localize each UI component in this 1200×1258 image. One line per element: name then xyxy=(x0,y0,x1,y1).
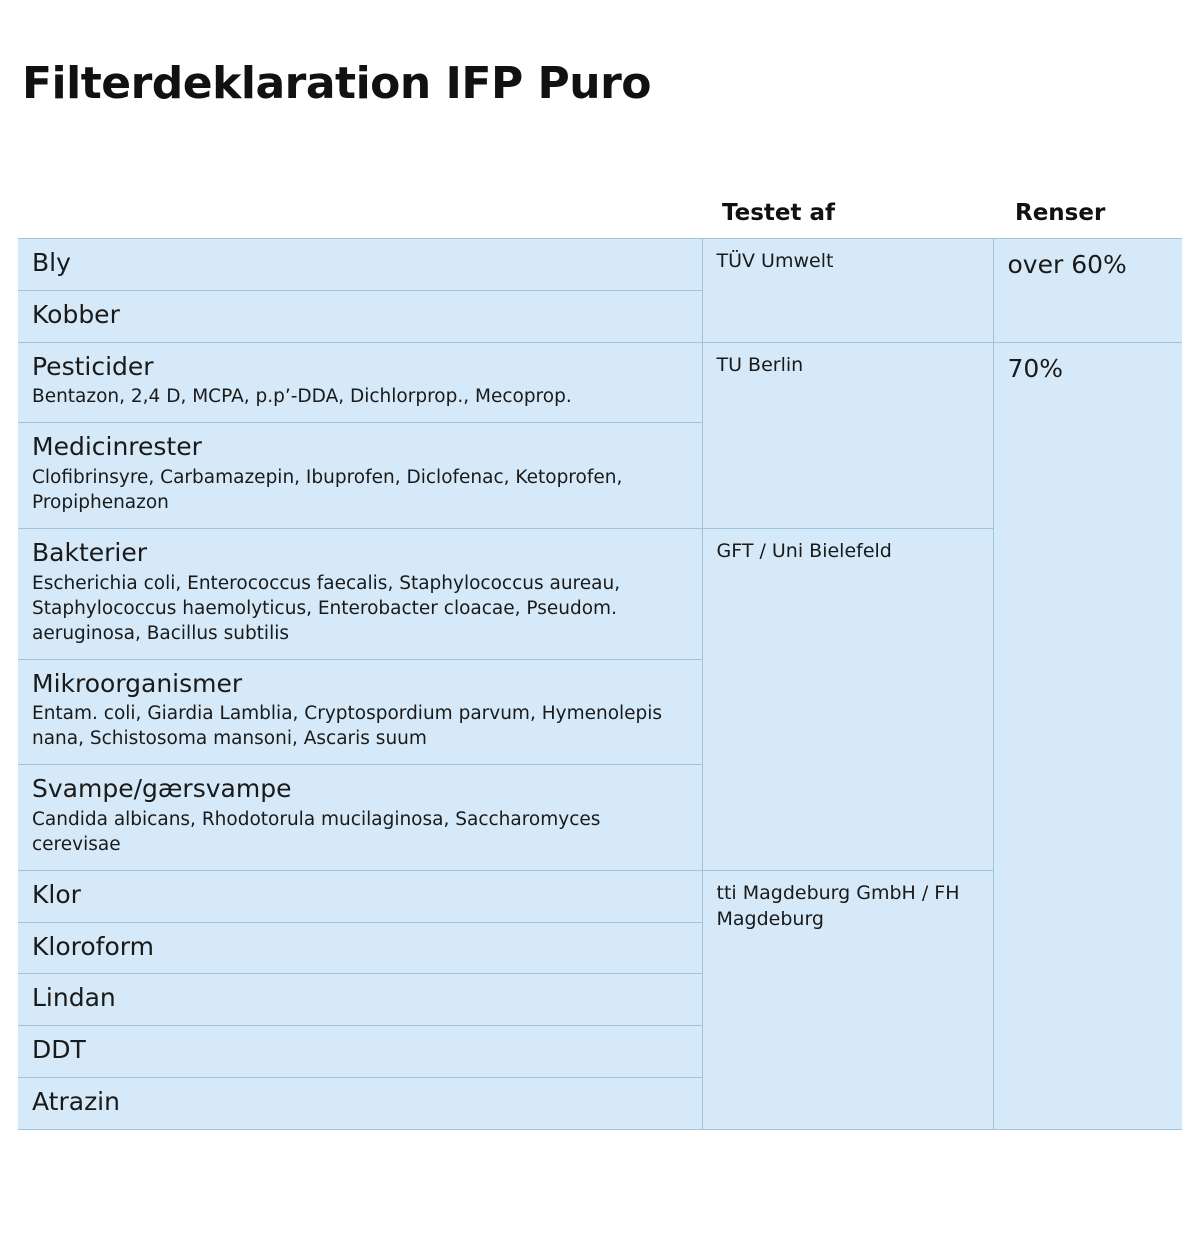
category-name: DDT xyxy=(32,1035,86,1065)
cell-category xyxy=(18,342,702,423)
category-name: Klor xyxy=(32,879,81,909)
category-name: Bly xyxy=(32,248,71,277)
cell-category xyxy=(18,1077,702,1129)
category-name: Atrazin xyxy=(32,1086,120,1116)
cell-category xyxy=(18,659,702,765)
table-row xyxy=(18,239,1182,291)
category-details: Bentazon, 2,4 D, MCPA, p.p’-DDA, Dichlorprop., Mecoprop. xyxy=(32,386,572,408)
filter-declaration-table xyxy=(18,200,1182,1130)
cell-category xyxy=(18,239,702,291)
cell-category xyxy=(18,528,702,659)
cell-cleans: 70% xyxy=(993,342,1182,1129)
category-name: Svampe/gærsvampe xyxy=(32,774,292,804)
cell-category xyxy=(18,974,702,1026)
cell-category xyxy=(18,290,702,342)
table-header xyxy=(18,200,1182,239)
cell-category xyxy=(18,1026,702,1078)
cell-tested-by: TÜV Umwelt xyxy=(702,239,993,343)
cell-category xyxy=(18,870,702,922)
category-name: Pesticider xyxy=(32,351,154,381)
category-name: Kobber xyxy=(32,299,120,329)
cell-category xyxy=(18,423,702,529)
cell-tested-by: GFT / Uni Bielefeld xyxy=(702,528,993,870)
column-header-cleans: Renser xyxy=(993,200,1182,239)
table-header-row xyxy=(18,200,1182,239)
cell-category xyxy=(18,922,702,974)
cell-tested-by: TU Berlin xyxy=(702,342,993,528)
table-body xyxy=(18,239,1182,1130)
category-name: Kloroform xyxy=(32,931,154,961)
column-header-tested-by: Testet af xyxy=(702,200,993,239)
category-name: Bakterier xyxy=(32,537,148,567)
category-name: Medicinrester xyxy=(32,432,202,462)
table-row xyxy=(18,342,1182,423)
page-title: Filterdeklaration IFP Puro xyxy=(22,58,652,109)
category-details: Clofibrinsyre, Carbamazepin, Ibuprofen, Diclofenac, Ketoprofen, Propiphenazon xyxy=(32,466,623,513)
category-details: Escherichia coli, Enterococcus faecalis, Staphylococcus aureau, Staphylococcus haemolyticus, Enterobacter cloacae, Pseudom. aeruginosa, Bacillus subtilis xyxy=(32,572,621,644)
cell-category xyxy=(18,765,702,871)
category-name: Lindan xyxy=(32,983,116,1013)
category-details: Entam. coli, Giardia Lamblia, Cryptospordium parvum, Hymenolepis nana, Schistosoma mansoni, Ascaris suum xyxy=(32,703,663,750)
category-details: Candida albicans, Rhodotorula mucilaginosa, Saccharomyces cerevisae xyxy=(32,809,601,855)
column-header-category xyxy=(18,200,702,239)
document-page xyxy=(0,58,1200,1258)
cell-tested-by: tti Magdeburg GmbH / FH Magdeburg xyxy=(702,870,993,1129)
category-name: Mikroorganismer xyxy=(32,668,243,698)
cell-cleans: over 60% xyxy=(993,239,1182,343)
